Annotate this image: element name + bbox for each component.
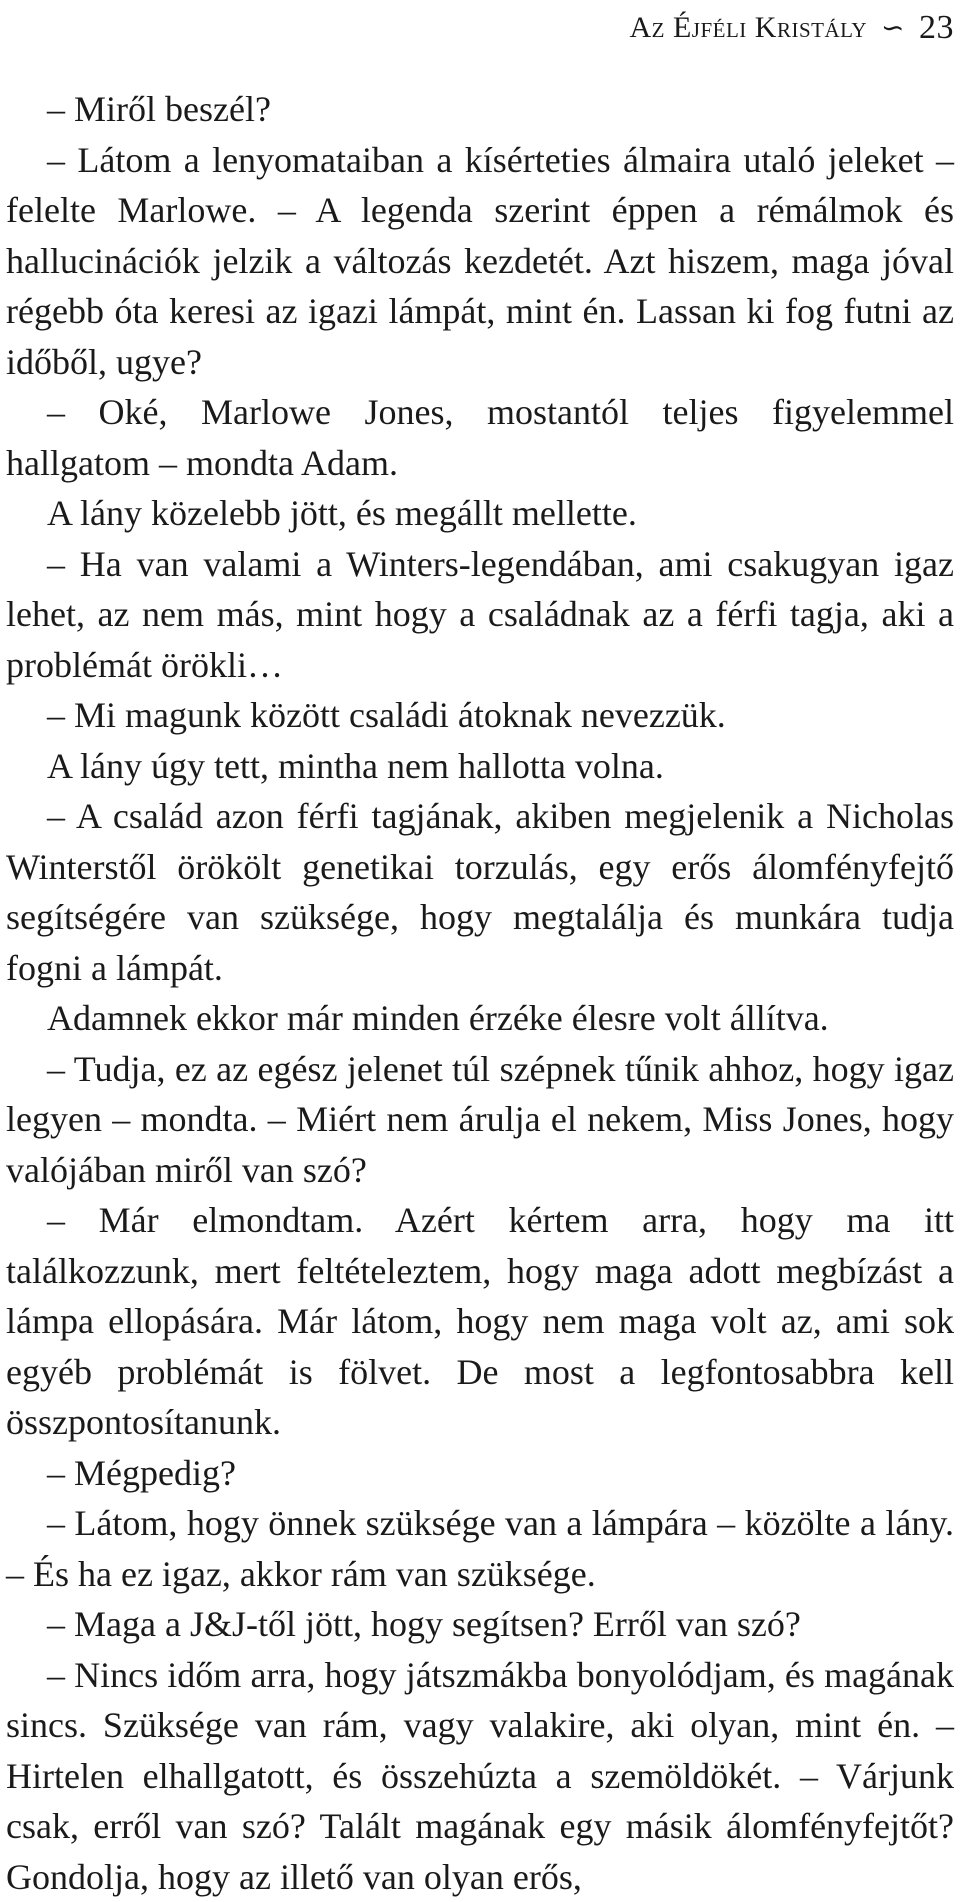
running-title: Az Éjféli Kristály [629, 11, 867, 45]
paragraph: – Látom, hogy önnek szüksége van a lámpára – közölte a lány. – És ha ez igaz, akkor rám van szüksége. [6, 1498, 954, 1599]
paragraph: – Látom a lenyomataiban a kísérteties álmaira utaló jeleket – felelte Marlowe. – A legenda szerint éppen a rémálmok és hallucinációk jelzik a változás kezdetét. Azt hiszem, maga jóval régebb óta keresi az igazi lámpát, mint én. Lassan ki fog futni az időből, ugye? [6, 135, 954, 388]
paragraph: – Maga a J&J-től jött, hogy segítsen? Erről van szó? [6, 1599, 954, 1650]
paragraph: – Miről beszél? [6, 84, 954, 135]
paragraph: – Tudja, ez az egész jelenet túl szépnek tűnik ahhoz, hogy igaz legyen – mondta. – Miért nem árulja el nekem, Miss Jones, hogy valójában miről van szó? [6, 1044, 954, 1196]
paragraph: – Oké, Marlowe Jones, mostantól teljes figyelemmel hallgatom – mondta Adam. [6, 387, 954, 488]
paragraph: – A család azon férfi tagjának, akiben megjelenik a Nicholas Winterstől örökölt genetikai torzulás, egy erős álomfényfejtő segítségére van szüksége, hogy megtalálja és munkára tudja fogni a lámpát. [6, 791, 954, 993]
paragraph: – Mi magunk között családi átoknak nevezzük. [6, 690, 954, 741]
page-number: 23 [919, 9, 954, 47]
running-header [629, 6, 954, 50]
paragraph: – Már elmondtam. Azért kértem arra, hogy ma itt találkozzunk, mert feltételeztem, hogy maga adott megbízást a lámpa ellopására. Már látom, hogy nem maga volt az, ami sok egyéb problémát is fölvet. De most a legfontosabbra kell összpontosítanunk. [6, 1195, 954, 1448]
paragraph: – Nincs időm arra, hogy játszmákba bonyolódjam, és magának sincs. Szüksége van rám, vagy valakire, aki olyan, mint én. – Hirtelen elhallgatott, és összehúzta a szemöldökét. – Várjunk csak, erről van szó? Talált magának egy másik álomfényfejtőt? Gondolja, hogy az illető van olyan erős, [6, 1650, 954, 1902]
paragraph: A lány úgy tett, mintha nem hallotta volna. [6, 741, 954, 792]
paragraph: A lány közelebb jött, és megállt mellette. [6, 488, 954, 539]
paragraph: Adamnek ekkor már minden érzéke élesre volt állítva. [6, 993, 954, 1044]
paragraph: – Mégpedig? [6, 1448, 954, 1499]
ornament-icon: ∽ [881, 15, 905, 43]
paragraph: – Ha van valami a Winters-legendában, ami csakugyan igaz lehet, az nem más, mint hogy a családnak az a férfi tagja, aki a problémát örökli… [6, 539, 954, 691]
body-text [6, 84, 954, 1902]
